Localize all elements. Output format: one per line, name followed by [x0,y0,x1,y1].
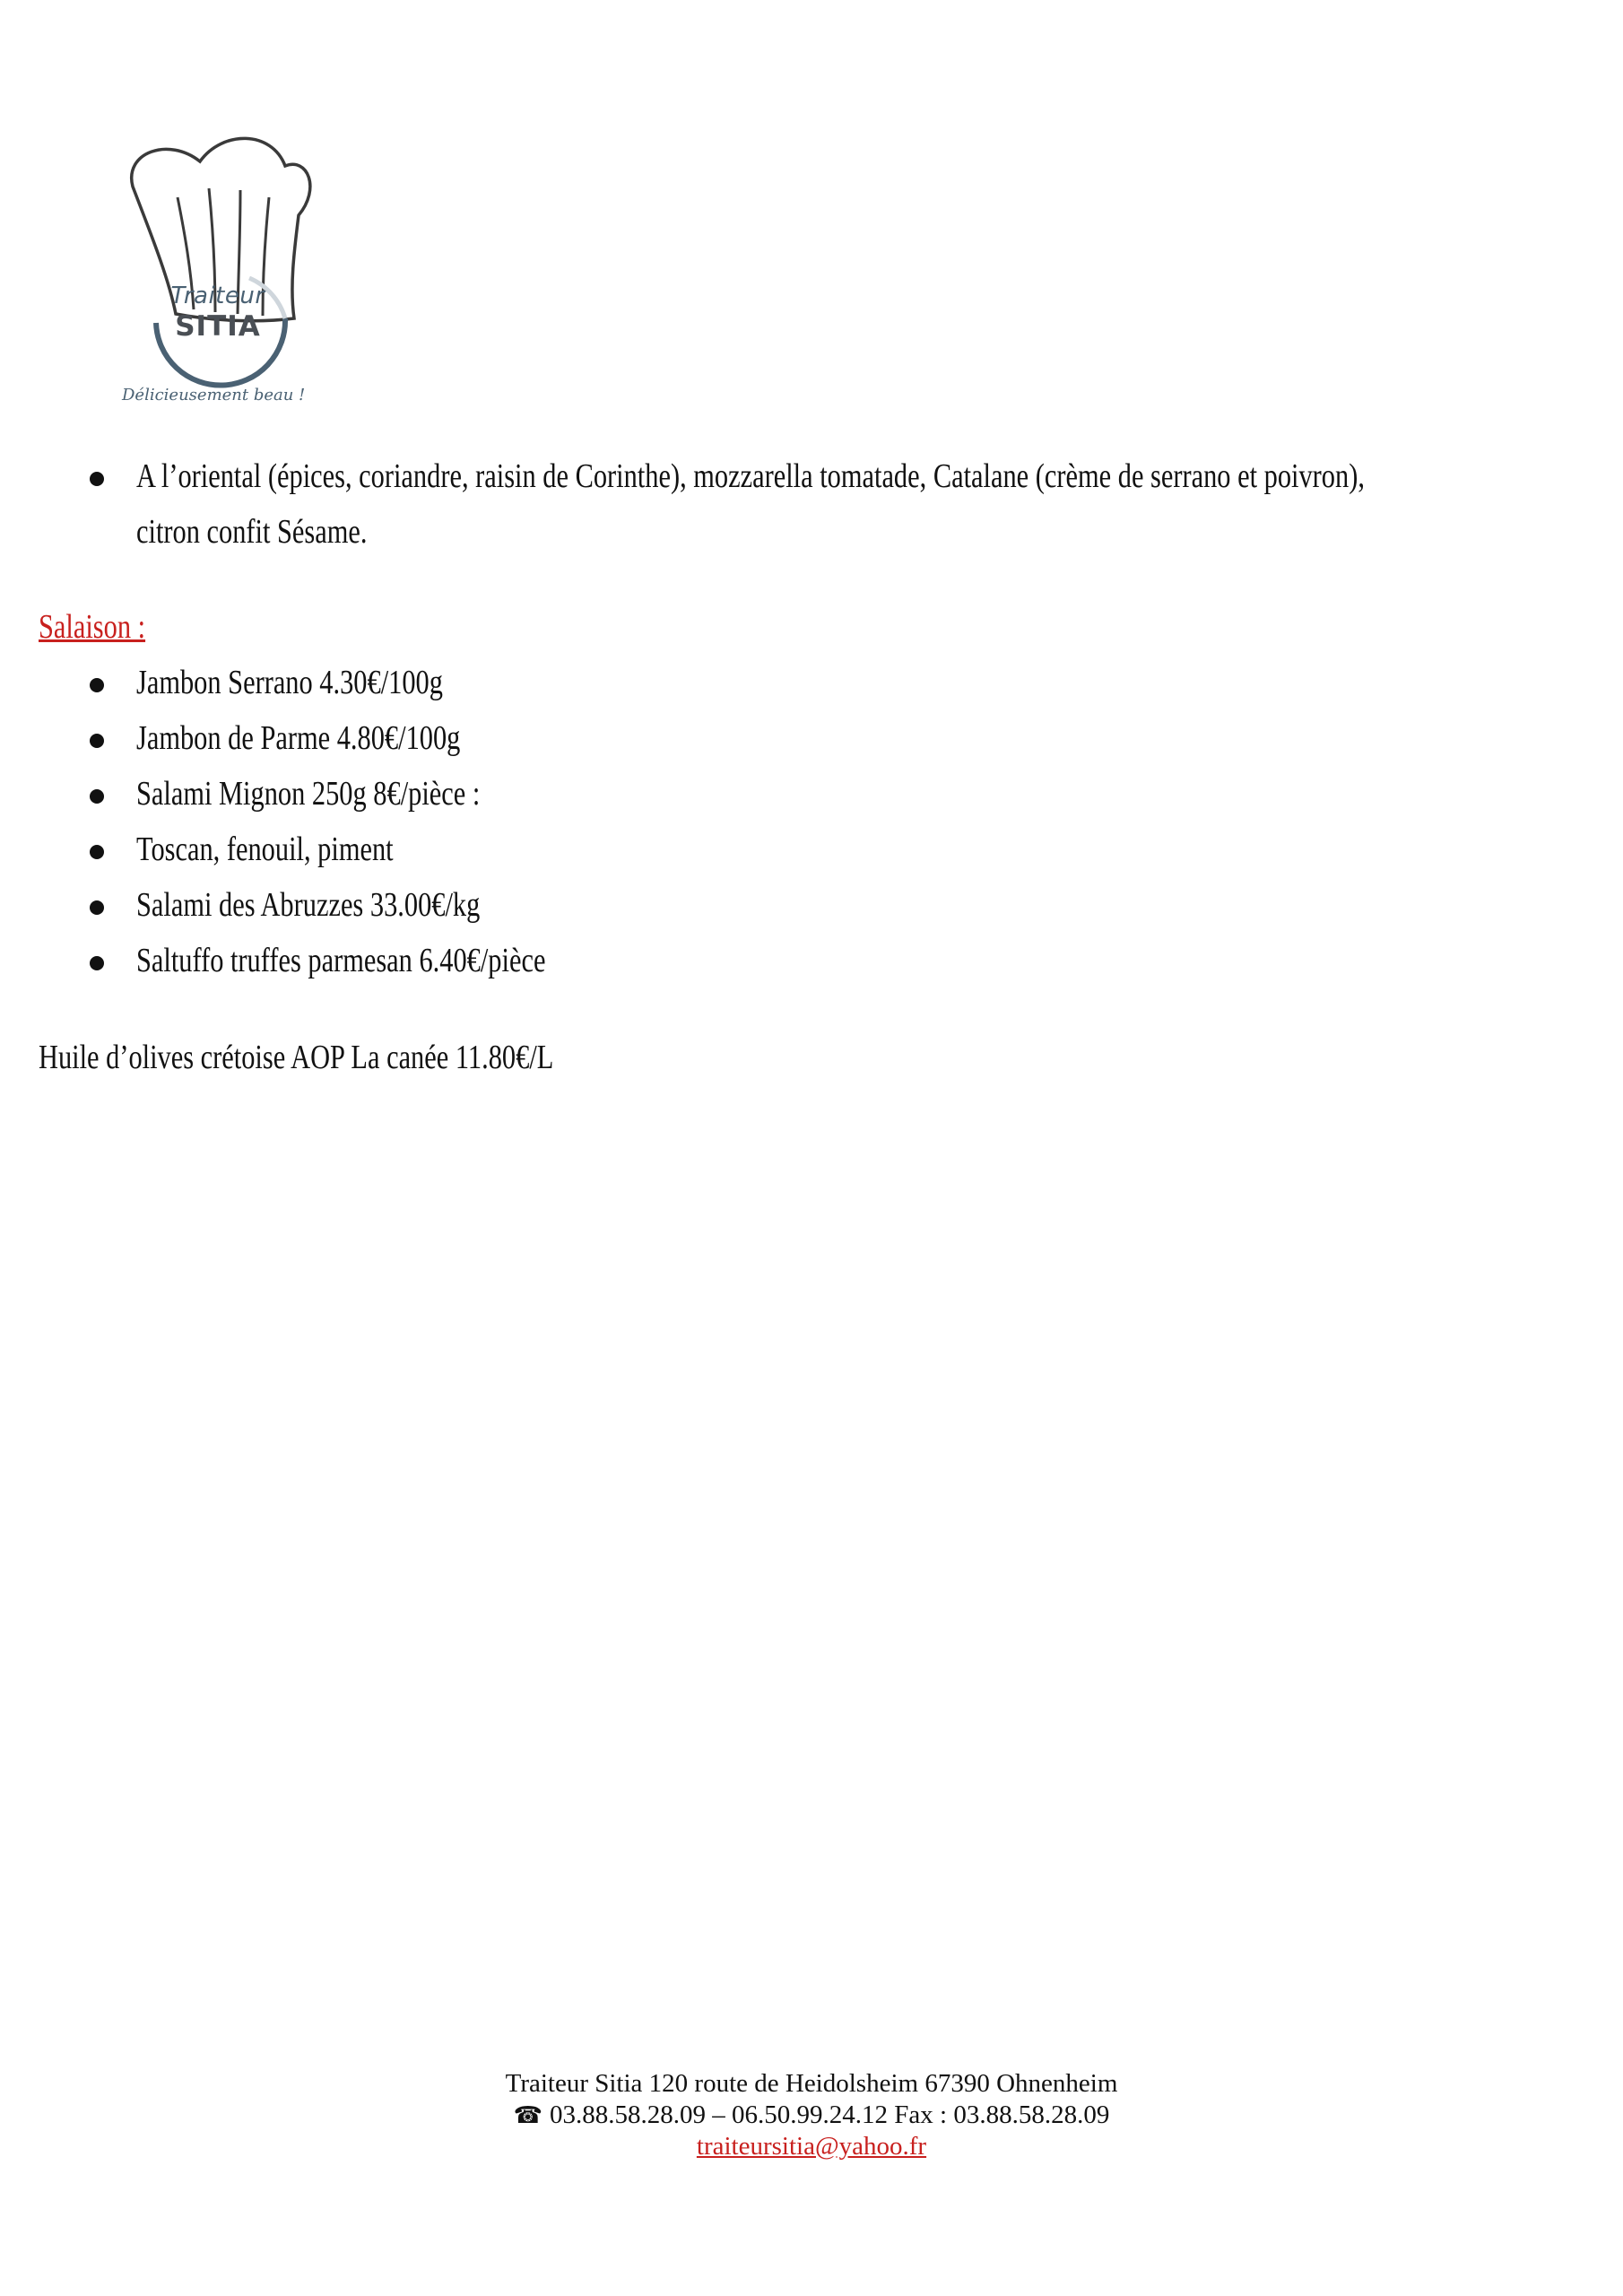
bullet-icon [90,678,104,692]
footer-email-line [359,2131,1264,2162]
list-item [90,655,1166,710]
footer-phones-line [359,2100,1264,2131]
bullet-icon [90,734,104,748]
bullet-icon [90,845,104,859]
list-item-text: Jambon Serrano 4.30€/100g [136,664,443,701]
bullet-icon [90,789,104,804]
olive-oil-line: Huile d’olives crétoise AOP La canée 11.80€/L [39,1039,554,1076]
list-item-text: Saltuffo truffes parmesan 6.40€/pièce [136,942,546,979]
list-item-text: Jambon de Parme 4.80€/100g [136,719,461,757]
footer [359,2068,1264,2162]
logo-tagline: Délicieusement beau ! [122,386,306,404]
footer-phones: 03.88.58.28.09 – 06.50.99.24.12 Fax : 03.88.58.28.09 [550,2100,1110,2129]
list-item-text: Salami des Abruzzes 33.00€/kg [136,886,481,924]
list-item-text: Salami Mignon 250g 8€/pièce : [136,775,481,813]
intro-line-2: citron confit Sésame. [136,513,368,551]
logo-brand-main: SITIA [175,310,261,343]
bullet-icon [90,900,104,915]
section-title-salaison: Salaison : [39,608,146,646]
footer-email-link[interactable]: traiteursitia@yahoo.fr [696,2132,927,2161]
list-item [90,933,1166,988]
list-item [90,766,1166,822]
footer-address: Traiteur Sitia 120 route de Heidolsheim 67390 Ohnenheim [505,2069,1118,2098]
list-item [90,822,1166,877]
list-item-text: Toscan, fenouil, piment [136,831,394,868]
chef-hat-logo-icon [115,135,321,422]
list-item [90,710,1166,766]
list-item [90,877,1166,933]
logo-brand-top: Traiteur [170,283,265,309]
bullet-icon [90,472,104,486]
bullet-icon [90,956,104,970]
logo [115,135,321,422]
phone-icon: ☎ [513,2102,543,2128]
intro-line-1: A l’oriental (épices, coriandre, raisin de Corinthe), mozzarella tomatade, Catalane (crème de serrano et poivron), [136,457,1365,495]
salaison-list [90,655,1166,988]
